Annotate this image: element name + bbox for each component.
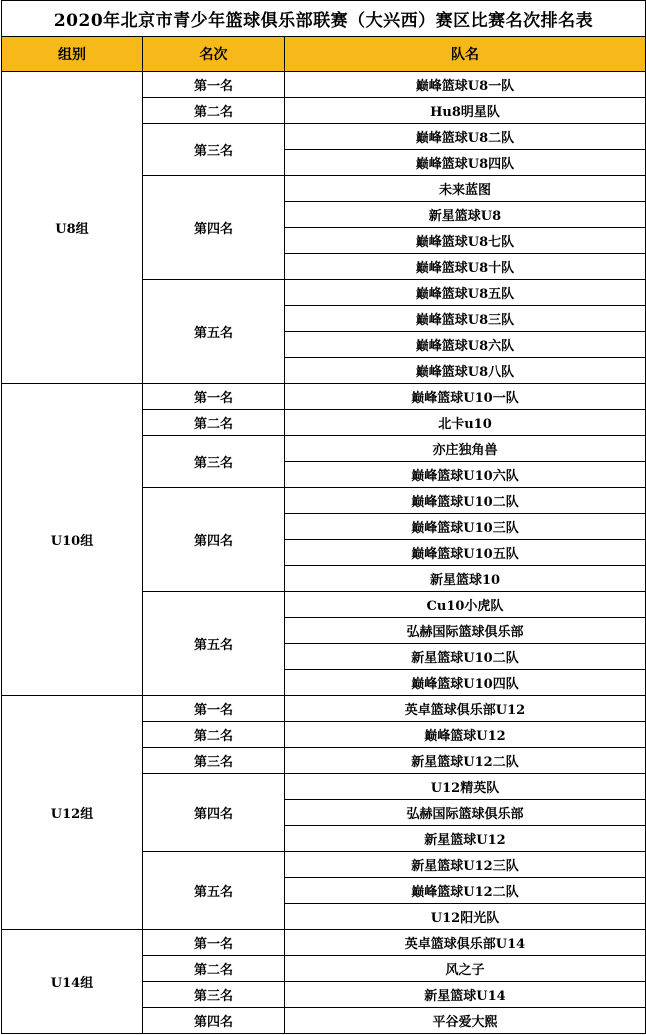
team-cell: 北卡u10 — [285, 410, 646, 436]
team-cell: 英卓篮球俱乐部U12 — [285, 696, 646, 722]
team-cell: 亦庄独角兽 — [285, 436, 646, 462]
team-cell: 巅峰篮球U8一队 — [285, 72, 646, 98]
rank-cell: 第五名 — [143, 592, 285, 696]
team-cell: Cu10小虎队 — [285, 592, 646, 618]
team-cell: 新星篮球U10二队 — [285, 644, 646, 670]
header-row — [2, 37, 646, 72]
table-row — [2, 696, 646, 722]
team-cell: 巅峰篮球U10六队 — [285, 462, 646, 488]
team-cell: 巅峰篮球U8二队 — [285, 124, 646, 150]
title-row — [2, 1, 646, 37]
team-cell: 弘赫国际篮球俱乐部 — [285, 618, 646, 644]
team-cell: 弘赫国际篮球俱乐部 — [285, 800, 646, 826]
ranking-table — [1, 0, 646, 1034]
rank-cell: 第三名 — [143, 436, 285, 488]
rank-cell: 第四名 — [143, 1008, 285, 1034]
team-cell: 巅峰篮球U10二队 — [285, 488, 646, 514]
team-cell: U12精英队 — [285, 774, 646, 800]
rank-cell: 第二名 — [143, 410, 285, 436]
rank-cell: 第二名 — [143, 98, 285, 124]
rank-cell: 第四名 — [143, 774, 285, 852]
group-cell: U8组 — [2, 72, 143, 384]
team-cell: 巅峰篮球U10五队 — [285, 540, 646, 566]
rank-cell: 第一名 — [143, 930, 285, 956]
rank-cell: 第一名 — [143, 384, 285, 410]
team-cell: 新星篮球U12三队 — [285, 852, 646, 878]
group-cell: U12组 — [2, 696, 143, 930]
rank-cell: 第二名 — [143, 956, 285, 982]
rank-cell: 第二名 — [143, 722, 285, 748]
rank-cell: 第一名 — [143, 696, 285, 722]
rank-cell: 第四名 — [143, 176, 285, 280]
team-cell: 平谷爱大熙 — [285, 1008, 646, 1034]
team-cell: 巅峰篮球U8六队 — [285, 332, 646, 358]
table-row — [2, 72, 646, 98]
rank-cell: 第三名 — [143, 124, 285, 176]
table-row — [2, 930, 646, 956]
team-cell: 巅峰篮球U8三队 — [285, 306, 646, 332]
team-cell: 巅峰篮球U10四队 — [285, 670, 646, 696]
team-cell: 英卓篮球俱乐部U14 — [285, 930, 646, 956]
rank-cell: 第五名 — [143, 852, 285, 930]
column-header-group: 组别 — [2, 37, 143, 72]
team-cell: U12阳光队 — [285, 904, 646, 930]
team-cell: 巅峰篮球U10三队 — [285, 514, 646, 540]
team-cell: 巅峰篮球U10一队 — [285, 384, 646, 410]
team-cell: 未来蓝图 — [285, 176, 646, 202]
rank-cell: 第三名 — [143, 748, 285, 774]
team-cell: 新星篮球U14 — [285, 982, 646, 1008]
column-header-team: 队名 — [285, 37, 646, 72]
team-cell: 新星篮球10 — [285, 566, 646, 592]
page-title: 2020年北京市青少年篮球俱乐部联赛（大兴西）赛区比赛名次排名表 — [2, 1, 646, 37]
rank-cell: 第五名 — [143, 280, 285, 384]
team-cell: 巅峰篮球U8四队 — [285, 150, 646, 176]
rank-cell: 第三名 — [143, 982, 285, 1008]
team-cell: 风之子 — [285, 956, 646, 982]
team-cell: 巅峰篮球U8十队 — [285, 254, 646, 280]
group-cell: U14组 — [2, 930, 143, 1034]
team-cell: 新星篮球U12二队 — [285, 748, 646, 774]
team-cell: 巅峰篮球U12二队 — [285, 878, 646, 904]
column-header-rank: 名次 — [143, 37, 285, 72]
team-cell: 新星篮球U8 — [285, 202, 646, 228]
team-cell: 巅峰篮球U12 — [285, 722, 646, 748]
group-cell: U10组 — [2, 384, 143, 696]
team-cell: 巅峰篮球U8七队 — [285, 228, 646, 254]
table-row — [2, 384, 646, 410]
rank-cell: 第四名 — [143, 488, 285, 592]
team-cell: 新星篮球U12 — [285, 826, 646, 852]
team-cell: Hu8明星队 — [285, 98, 646, 124]
team-cell: 巅峰篮球U8八队 — [285, 358, 646, 384]
team-cell: 巅峰篮球U8五队 — [285, 280, 646, 306]
rank-cell: 第一名 — [143, 72, 285, 98]
